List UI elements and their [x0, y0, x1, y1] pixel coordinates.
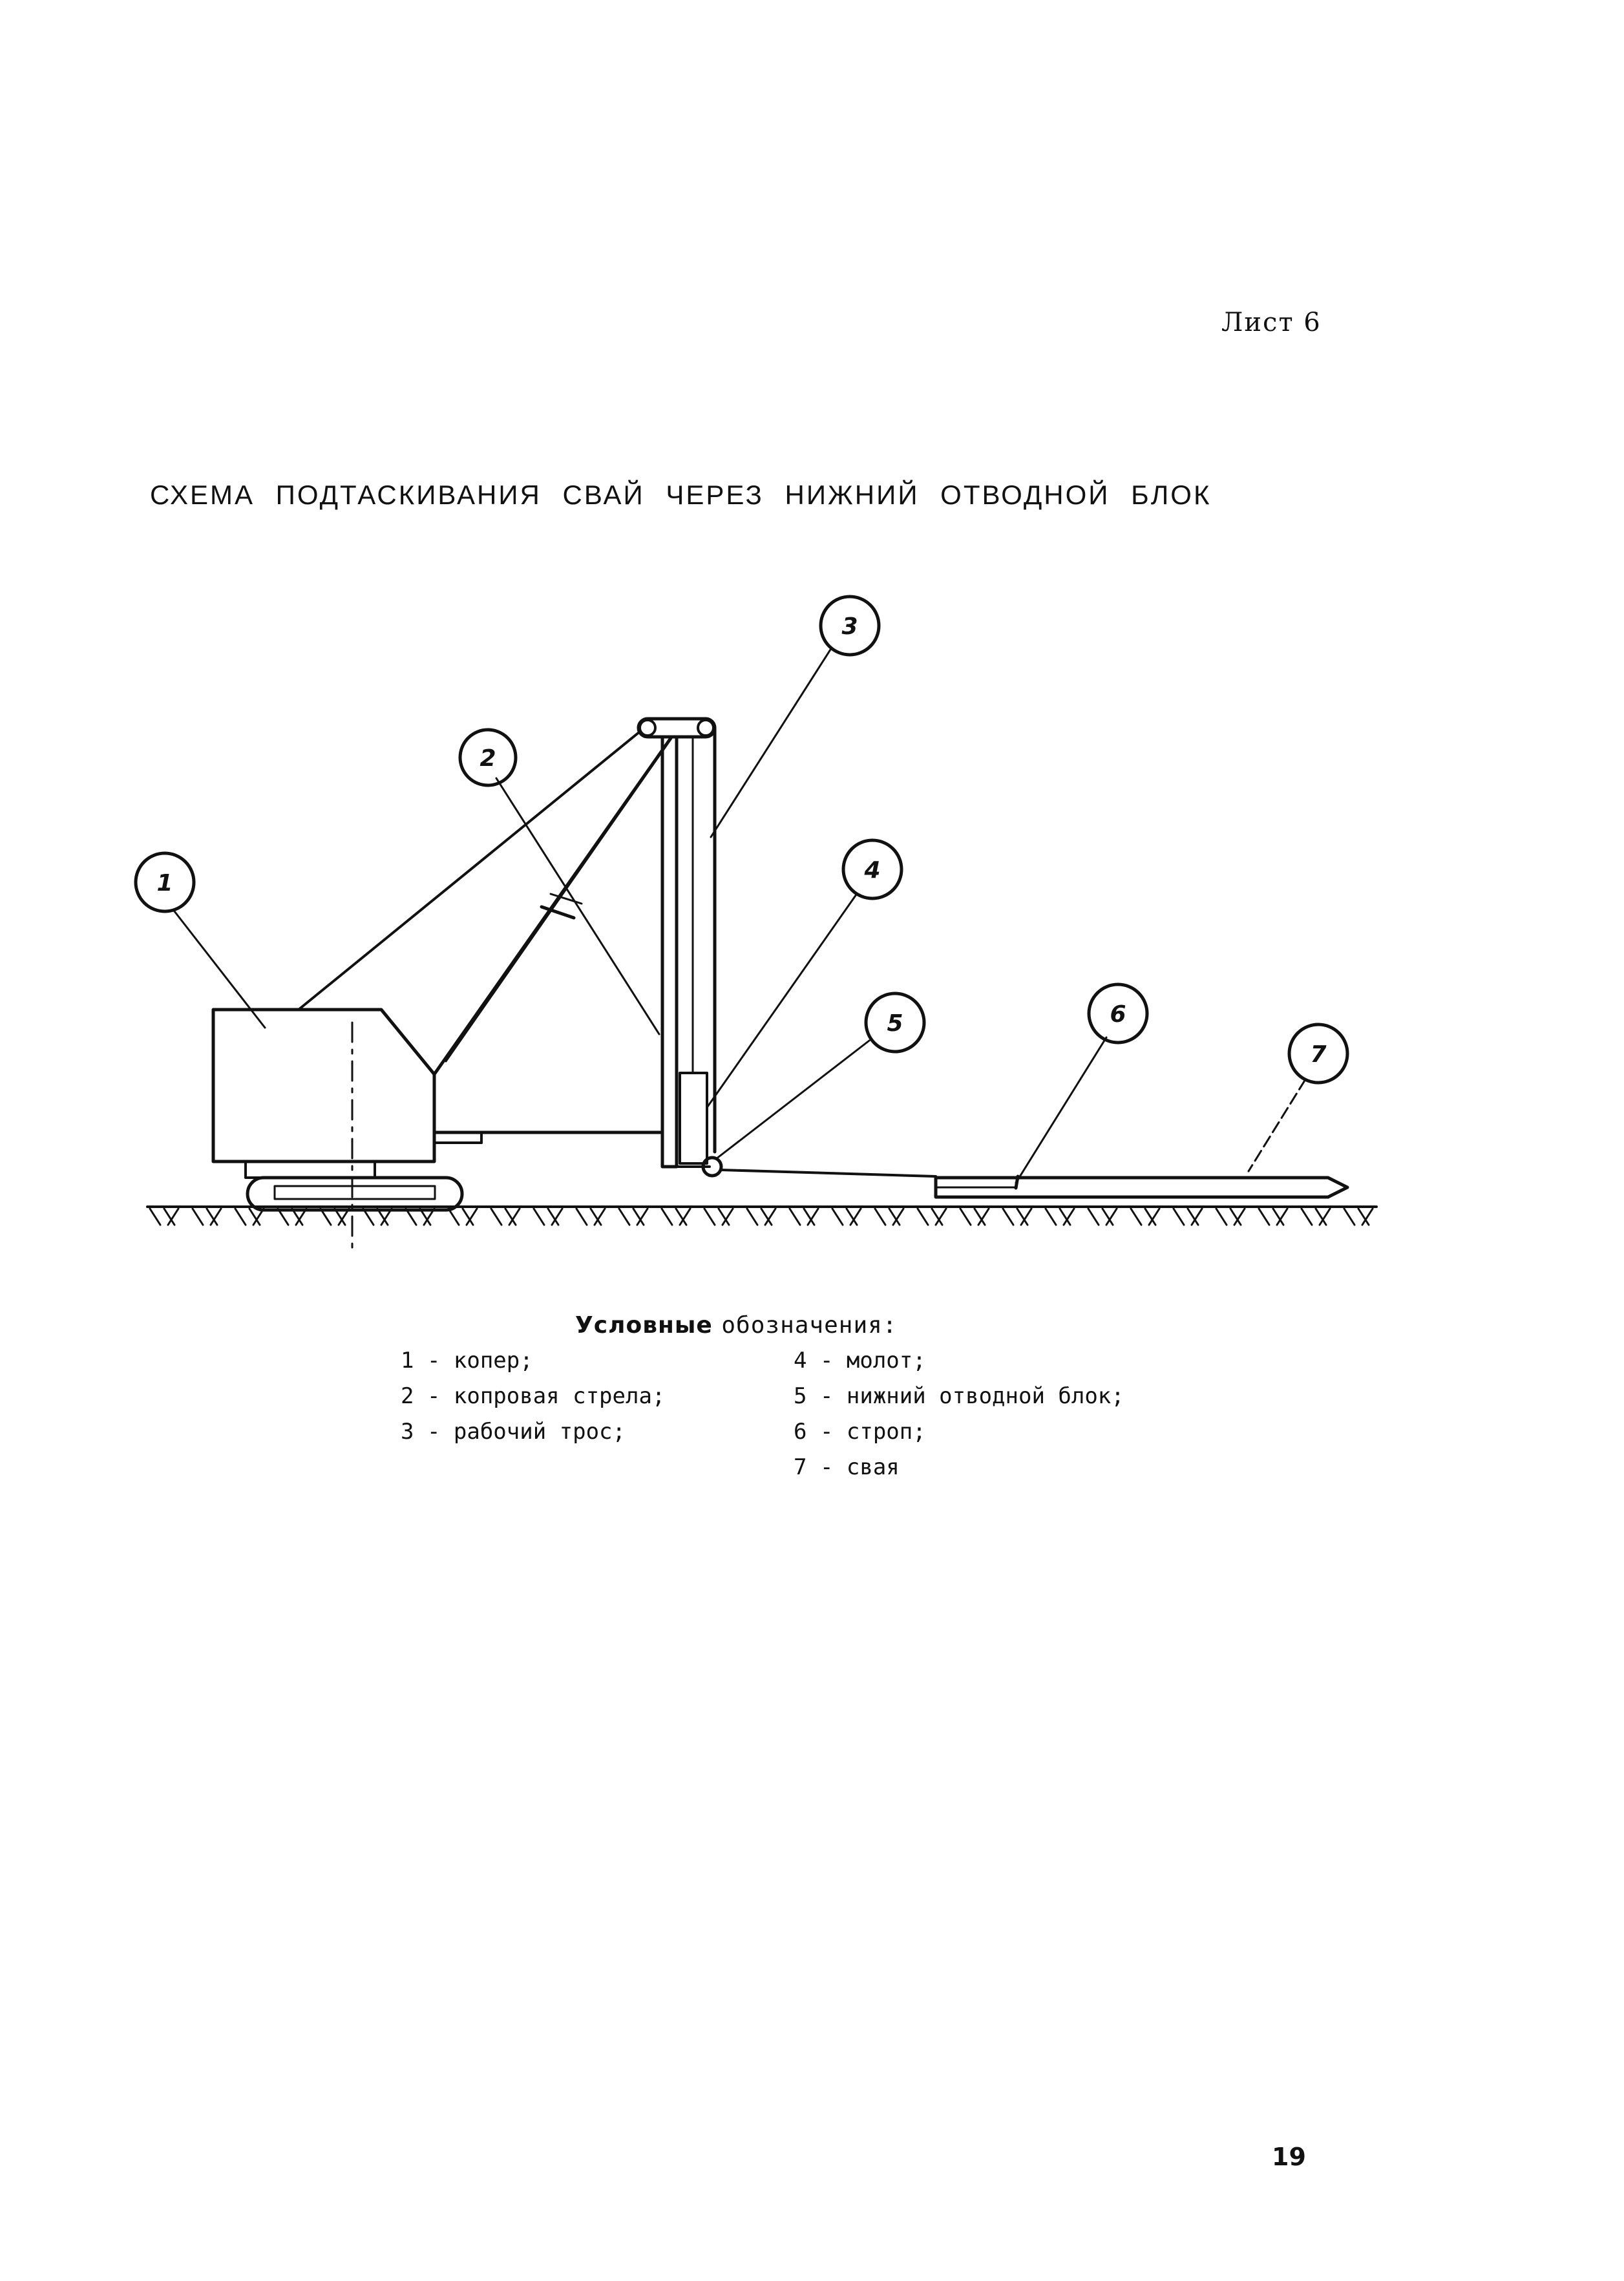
diagram-title: СХЕМА ПОДТАСКИВАНИЯ СВАЙ ЧЕРЕЗ НИЖНИЙ ОТВОДНОЙ БЛОК — [150, 480, 1212, 510]
page-number: 19 — [1272, 2143, 1306, 2171]
boom — [434, 738, 671, 1074]
drag-cable — [721, 1170, 936, 1176]
legend-item-6: 6 - строп; — [794, 1419, 926, 1445]
callout-number-4: 4 — [864, 857, 881, 884]
legend-item-3: 3 - рабочий трос; — [401, 1419, 626, 1445]
sheet-label: Лист 6 — [1221, 308, 1322, 337]
top-sheave-block — [638, 719, 715, 737]
callout-number-5: 5 — [887, 1010, 903, 1037]
callout-number-2: 2 — [480, 745, 496, 772]
stay-cable — [299, 732, 640, 1010]
legend-item-1: 1 - копер; — [401, 1348, 533, 1374]
leader-lines — [174, 650, 1305, 1183]
legend-item-4: 4 - молот; — [794, 1348, 926, 1374]
legend-item-7: 7 - свая — [794, 1454, 900, 1480]
callout-number-7: 7 — [1310, 1041, 1327, 1068]
callout-number-3: 3 — [841, 613, 858, 640]
legend-heading-bold: Условные — [575, 1312, 713, 1339]
legend-item-5: 5 - нижний отводной блок; — [794, 1383, 1124, 1409]
legend-heading-rest: обозначения: — [721, 1312, 898, 1339]
callout-number-6: 6 — [1110, 1001, 1126, 1028]
pile — [936, 1178, 1347, 1197]
callout-number-1: 1 — [156, 870, 173, 896]
crawler-track — [248, 1178, 462, 1210]
legend-heading — [575, 1312, 897, 1339]
legend-item-2: 2 - копровая стрела; — [401, 1383, 666, 1409]
mast — [662, 737, 710, 1167]
